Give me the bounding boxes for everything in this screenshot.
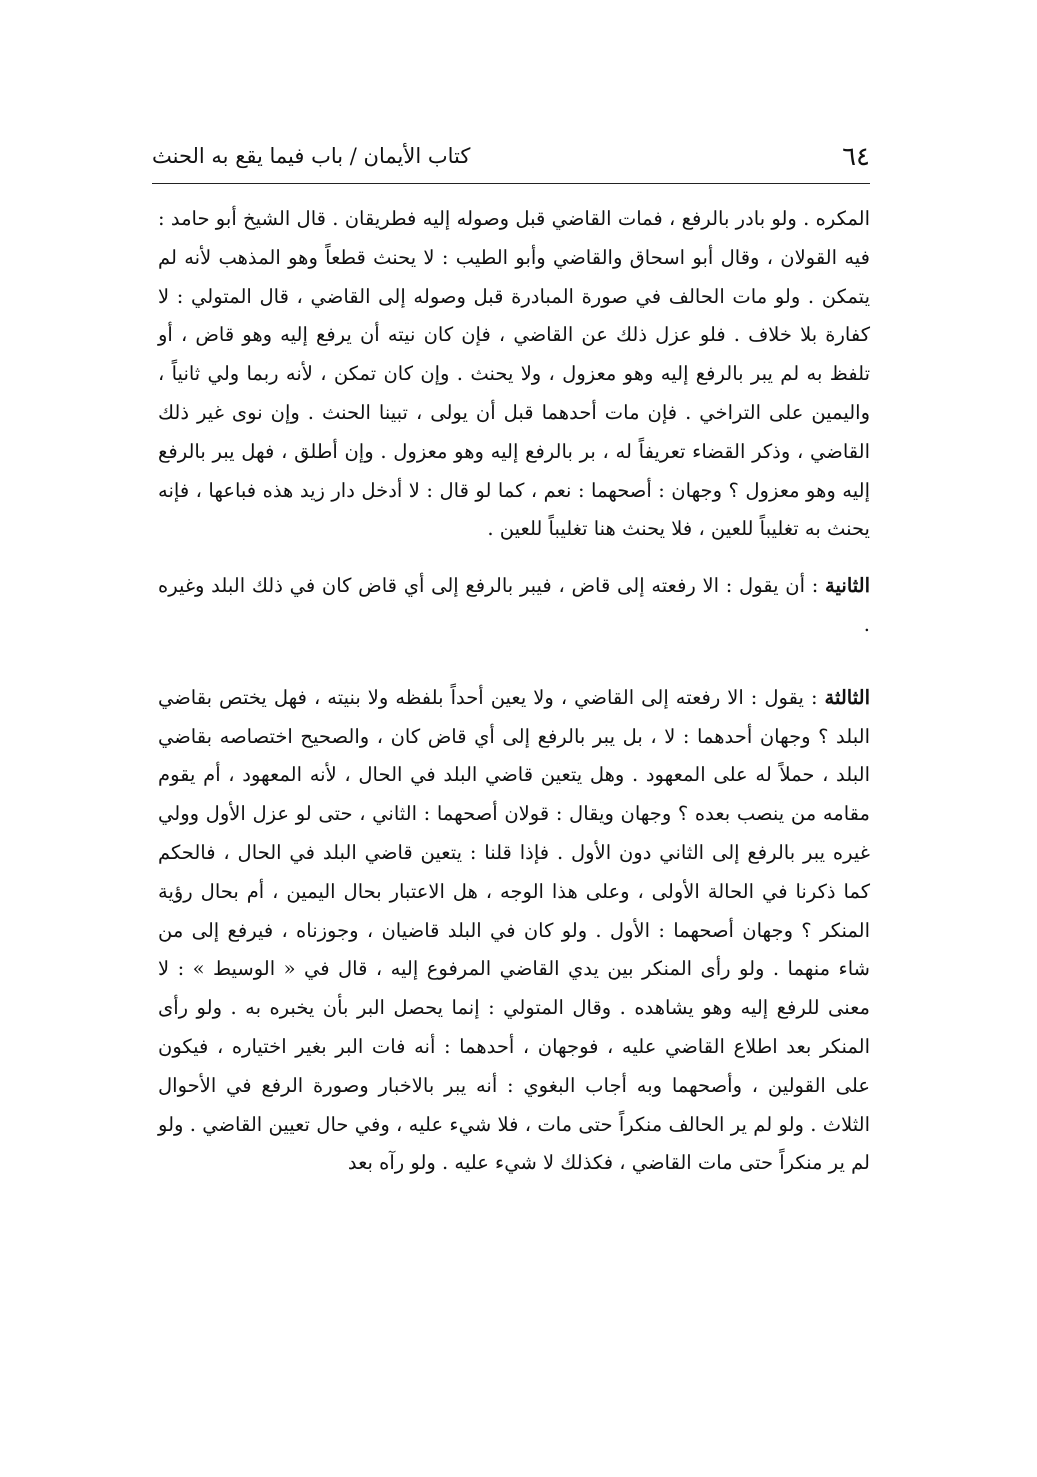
paragraph-lead: الثالثة: [824, 685, 870, 709]
paragraph-2: [158, 567, 870, 645]
page-number: ٦٤: [842, 142, 870, 172]
paragraph-3: [158, 679, 870, 1183]
paragraph-lead: الثانية: [825, 574, 870, 598]
paragraph-text: : يقول : الا رفعته إلى القاضي ، ولا يعين أحداً بلفظه ولا بنيته ، فهل يختص بقاضي البلد ؟ وجهان أحدهما : لا ، بل يبر بالرفع إلى أي قاض كان ، والصحيح اختصاصه بقاضي البلد ، حملاً له على المعهود . وهل يتعين قاضي البلد في الحال ، لأنه المعهود ، أم يقوم مقامه من ينصب بعده ؟ وجهان ويقال : قولان أصحهما : الثاني ، حتى لو عزل الأول وولي غيره يبر بالرفع إلى الثاني دون الأول . فإذا قلنا : يتعين قاضي البلد في الحال ، فالحكم كما ذكرنا في الحالة الأولى ، وعلى هذا الوجه ، هل الاعتبار بحال اليمين ، أم بحال رؤية المنكر ؟ وجهان أصحهما : الأول . ولو كان في البلد قاضيان ، وجوزناه ، فيرفع إلى من شاء منهما . ولو رأى المنكر بين يدي القاضي المرفوع إليه ، قال في « الوسيط » : لا معنى للرفع إليه وهو يشاهده . وقال المتولي : إنما يحصل البر بأن يخبره به . ولو رأى المنكر بعد اطلاع القاضي عليه ، فوجهان ، أحدهما : أنه فات البر بغير اختياره ، فيكون على القولين ، وأصحهما وبه أجاب البغوي : أنه يبر بالاخبار وصورة الرفع في الأحوال الثلاث . ولو لم ير الحالف منكراً حتى مات ، فلا شيء عليه ، وفي حال تعيين القاضي . ولو لم ير منكراً حتى مات القاضي ، فكذلك لا شيء عليه . ولو رآه بعد: [158, 685, 870, 1175]
paragraph-1: [158, 200, 870, 549]
page-body: [158, 200, 870, 1183]
paragraph-text: : أن يقول : الا رفعته إلى قاض ، فيبر بالرفع إلى أي قاض كان في ذلك البلد وغيره .: [158, 574, 870, 636]
paragraph-text: المكره . ولو بادر بالرفع ، فمات القاضي قبل وصوله إليه فطريقان . قال الشيخ أبو حامد : فيه القولان ، وقال أبو اسحاق والقاضي وأبو الطيب : لا يحنث قطعاً وهو المذهب لأنه لم يتمكن . ولو مات الحالف في صورة المبادرة قبل وصوله إلى القاضي ، قال المتولي : لا كفارة بلا خلاف . فلو عزل ذلك عن القاضي ، فإن كان نيته أن يرفع إليه وهو قاض ، أو تلفظ به لم يبر بالرفع إليه وهو معزول ، ولا يحنث . وإن كان تمكن ، لأنه ربما ولي ثانياً ، واليمين على التراخي . فإن مات أحدهما قبل أن يولى ، تبينا الحنث . وإن نوى غير ذلك القاضي ، وذكر القضاء تعريفاً له ، بر بالرفع إليه وهو معزول . وإن أطلق ، فهل يبر بالرفع إليه وهو معزول ؟ وجهان : أصحهما : نعم ، كما لو قال : لا أدخل دار زيد هذه فباعها ، فإنه يحنث به تغليباً للعين ، فلا يحنث هنا تغليباً للعين .: [158, 207, 870, 541]
page-header: [152, 138, 870, 182]
header-divider: [152, 183, 870, 184]
running-title: كتاب الأيمان / باب فيما يقع به الحنث: [152, 144, 471, 168]
